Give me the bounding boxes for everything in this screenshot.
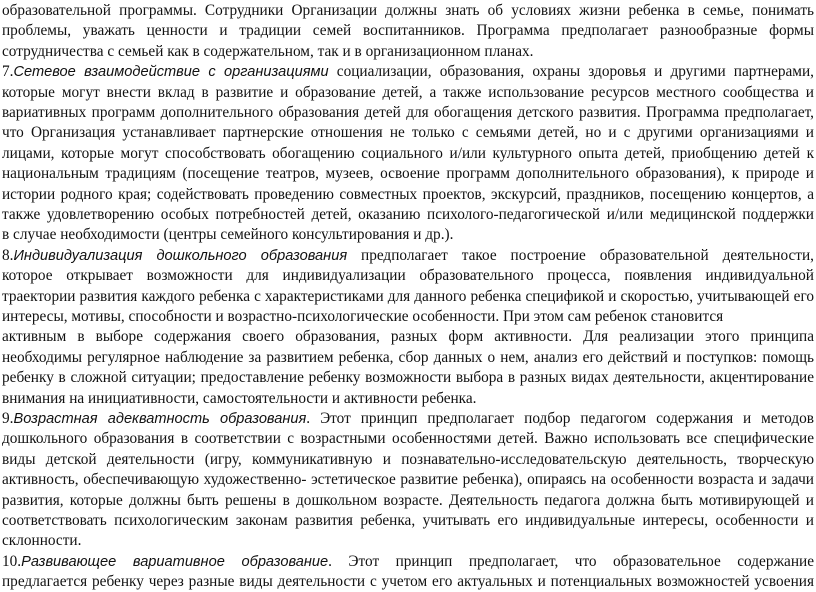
section-text: социализации, образования, охраны здоровья и другими партнерами,	[328, 63, 814, 81]
text-line: в случае необходимости (центры семейного консультирования и др.).	[2, 226, 454, 244]
text-line: лицами, которые могут способствовать обогащению социального и/или культурного опыта детей, приобщению детей к	[2, 144, 814, 162]
section-number: 8.	[2, 246, 14, 264]
section-number: 10.	[2, 552, 22, 570]
text-line: необходимы регулярное наблюдение за развитием ребенка, сбор данных о нем, анализ его действий и поступков: помощь	[2, 348, 814, 366]
text-line: соответствовать психологическим законам развития ребенка, учитывать его индивидуальные интересы, особенности и	[2, 512, 814, 529]
text-line: дошкольного образования в соответствии с возрастными особенностями детей. Важно использовать все специфические	[2, 430, 814, 448]
section-text: . Этот принцип предполагает, что образовательное содержание	[328, 552, 814, 570]
section-heading-line	[2, 409, 814, 429]
text-line: траектории развития каждого ребенка с характеристиками для данного ребенка спецификой и скоростью, учитывающей его	[2, 287, 814, 305]
text-line: которые могут внести вклад в развитие и образование детей, а также использование ресурсов местного сообщества и	[2, 83, 814, 101]
section-number: 7.	[2, 63, 14, 81]
text-line: образовательной программы. Сотрудники Организации должны знать об условиях жизни ребенка в семье, понимать	[2, 2, 814, 19]
text-line: сотрудничества с семьей как в содержательном, так и в организационном планах.	[2, 42, 534, 60]
text-line: проблемы, уважать ценности и традиции семей воспитанников. Программа предполагает разнообразные формы	[2, 22, 814, 40]
text-line: предлагается ребенку через разные виды деятельности с учетом его актуальных и потенциальных возможностей усвоения	[2, 573, 814, 591]
text-line: также удовлетворению особых потребностей детей, оказанию психолого-педагогической и/или медицинской поддержки	[2, 206, 814, 223]
section-title: Возрастная адекватность образования	[13, 411, 307, 427]
text-line: развития, которые должны быть решены в дошкольном возрасте. Деятельность педагога должна быть мотивирующей и	[2, 491, 814, 509]
text-line: внимания на инициативности, самостоятельности и активности ребенка.	[2, 389, 477, 407]
text-line: активность, обеспечивающую художественно- эстетическое развитие ребенка), опираясь на особенности возраста и задачи	[2, 471, 814, 489]
section-text: предполагает такое построение образовательной деятельности,	[347, 246, 814, 264]
text-line: национальным традициям (посещение театров, музеев, освоение программ дополнительного образования), к природе и	[2, 165, 814, 183]
section-text: . Этот принцип предполагает подбор педагогом содержания и методов	[306, 410, 814, 427]
section-heading-line	[2, 552, 814, 572]
text-line: активным в выборе содержания своего образования, разных форм активности. Для реализации этого принципа	[2, 328, 814, 346]
section-number: 9.	[2, 410, 14, 427]
text-line: ребенку в сложной ситуации; предоставление ребенку возможности выбора в разных видах деятельности, акцентирование	[2, 369, 814, 387]
text-line: интересы, мотивы, способности и возрастно-психологические особенности. При этом сам ребенок становится	[2, 308, 724, 325]
text-line: истории родного края; содействовать проведению совместных проектов, экскурсий, праздников, посещению концертов, а	[2, 185, 814, 203]
text-line: которое открывает возможности для индивидуализации образовательного процесса, появления индивидуальной	[2, 267, 814, 285]
section-heading-line	[2, 246, 814, 266]
text-line: виды детской деятельности (игру, коммуникативную и познавательно-исследовательскую деятельность, творческую	[2, 450, 814, 468]
text-line: что Организация устанавливает партнерские отношения не только с семьями детей, но и с другими организациями и	[2, 124, 814, 142]
section-title: Индивидуализация дошкольного образования	[13, 247, 348, 264]
text-line: вариативных программ дополнительного образования детей для обогащения детского развития. Программа предполагает,	[2, 104, 814, 121]
section-heading-line	[2, 62, 814, 82]
text-line: склонности.	[2, 532, 82, 550]
section-title: Развивающее вариативное образование	[21, 553, 329, 570]
section-title: Сетевое взаимодействие с организациями	[13, 64, 329, 81]
